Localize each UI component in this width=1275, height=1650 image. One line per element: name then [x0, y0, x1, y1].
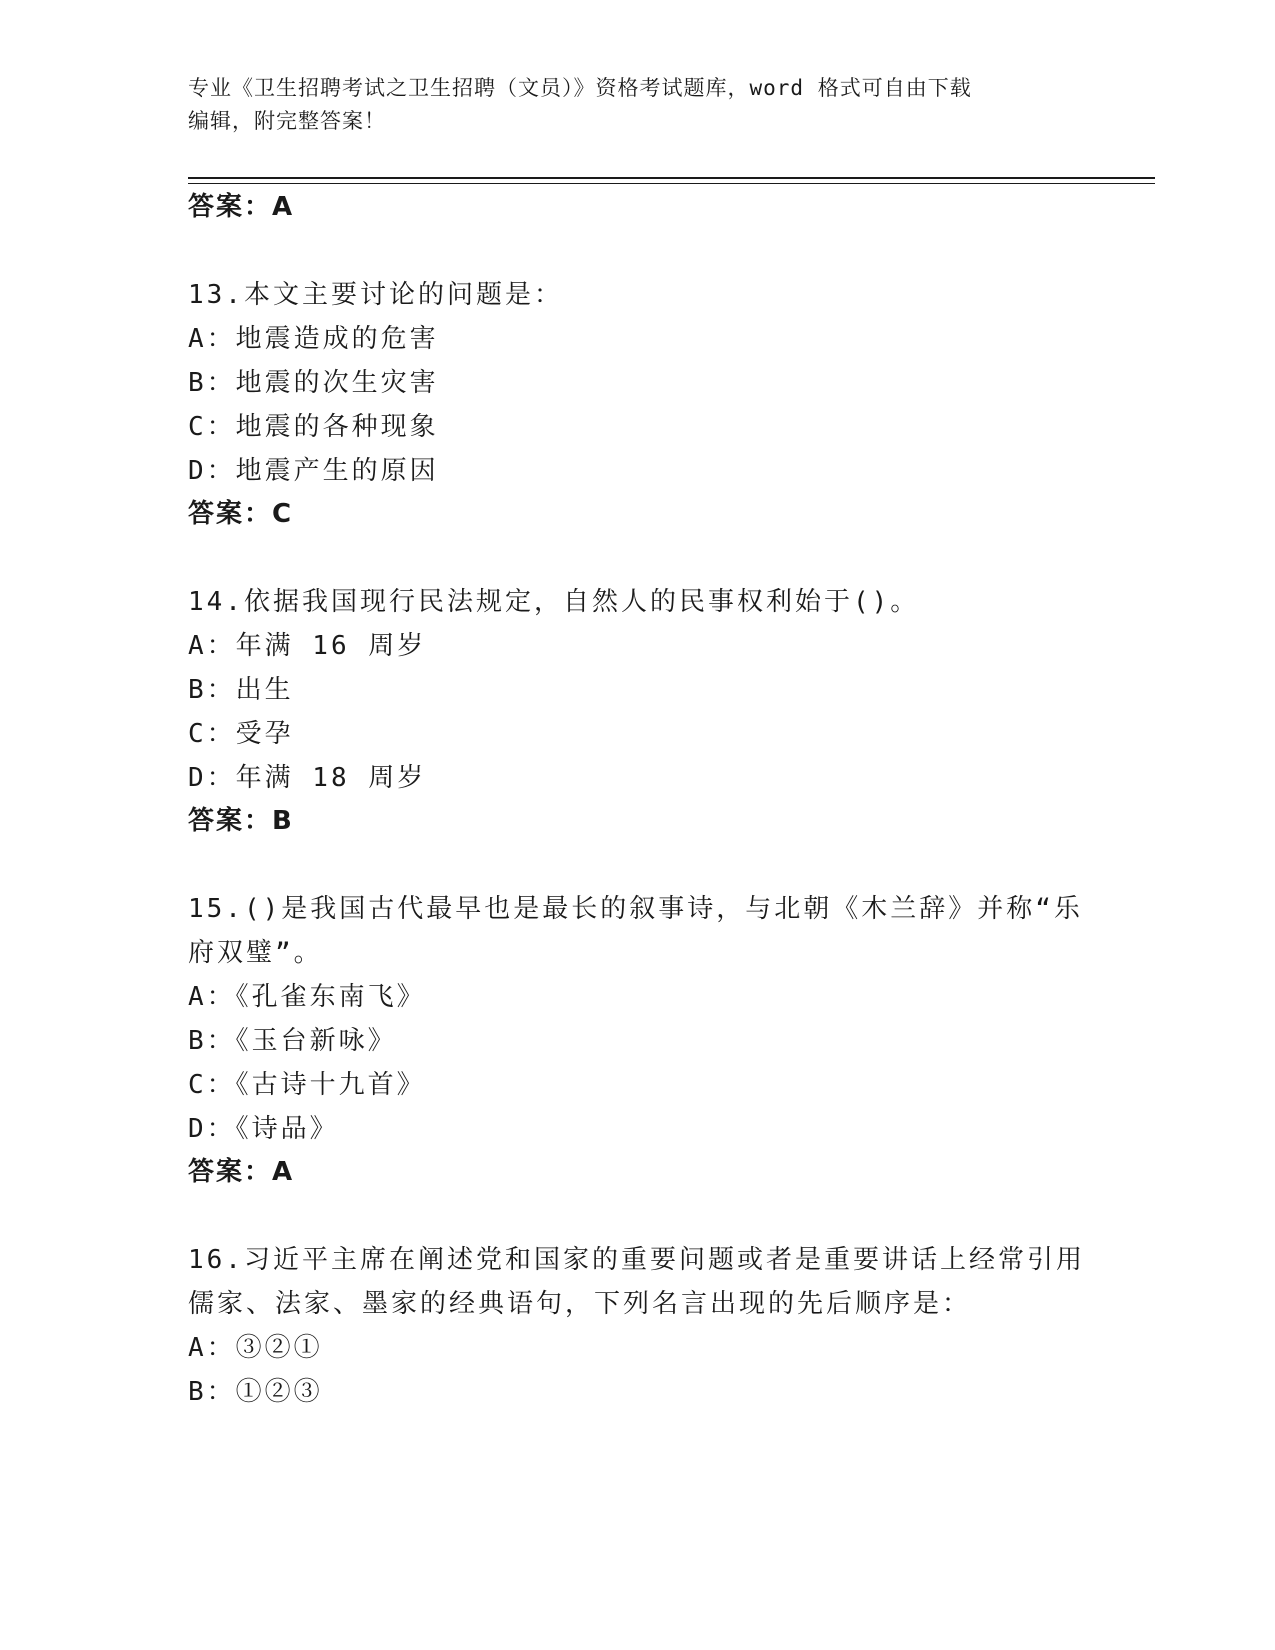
header-divider-thick: [188, 177, 1155, 179]
document-header: [188, 72, 1088, 138]
question-16-stem-line-1: 16.习近平主席在阐述党和国家的重要问题或者是重要讲话上经常引用: [188, 1245, 1085, 1275]
question-16-stem-line-2: 儒家、法家、墨家的经典语句，下列名言出现的先后顺序是：: [188, 1289, 972, 1319]
question-13-stem: 13.本文主要讨论的问题是：: [188, 280, 563, 310]
question-15-option-a: A：《孔雀东南飞》: [188, 982, 426, 1012]
question-15-stem-line-1: 15.()是我国古代最早也是最长的叙事诗，与北朝《木兰辞》并称“乐: [188, 894, 1083, 924]
question-14-stem: 14.依据我国现行民法规定，自然人的民事权利始于()。: [188, 587, 920, 617]
question-13-option-d: D：地震产生的原因: [188, 456, 439, 486]
question-16-option-a: A：③②①: [188, 1333, 323, 1363]
header-divider-thin: [188, 183, 1155, 184]
question-13-answer: 答案：C: [188, 499, 294, 529]
question-14-option-a: A：年满 16 周岁: [188, 631, 427, 661]
answer-line-prev: 答案：A: [188, 192, 295, 222]
question-13-option-c: C：地震的各种现象: [188, 412, 439, 442]
question-15-stem-line-2: 府双璧”。: [188, 938, 323, 968]
question-16-option-b: B：①②③: [188, 1377, 323, 1407]
question-14-answer: 答案：B: [188, 806, 294, 836]
question-15-option-b: B：《玉台新咏》: [188, 1026, 397, 1056]
header-line-2: 编辑，附完整答案！: [188, 109, 386, 133]
question-15-option-d: D：《诗品》: [188, 1114, 339, 1144]
question-14-option-d: D：年满 18 周岁: [188, 763, 427, 793]
question-14-option-c: C：受孕: [188, 719, 294, 749]
question-13-option-a: A：地震造成的危害: [188, 324, 439, 354]
question-15-answer: 答案：A: [188, 1157, 295, 1187]
question-13-option-b: B：地震的次生灾害: [188, 368, 439, 398]
question-15-option-c: C：《古诗十九首》: [188, 1070, 426, 1100]
header-line-1: 专业《卫生招聘考试之卫生招聘（文员）》资格考试题库，word 格式可自由下载: [188, 76, 972, 100]
question-14-option-b: B：出生: [188, 675, 294, 705]
